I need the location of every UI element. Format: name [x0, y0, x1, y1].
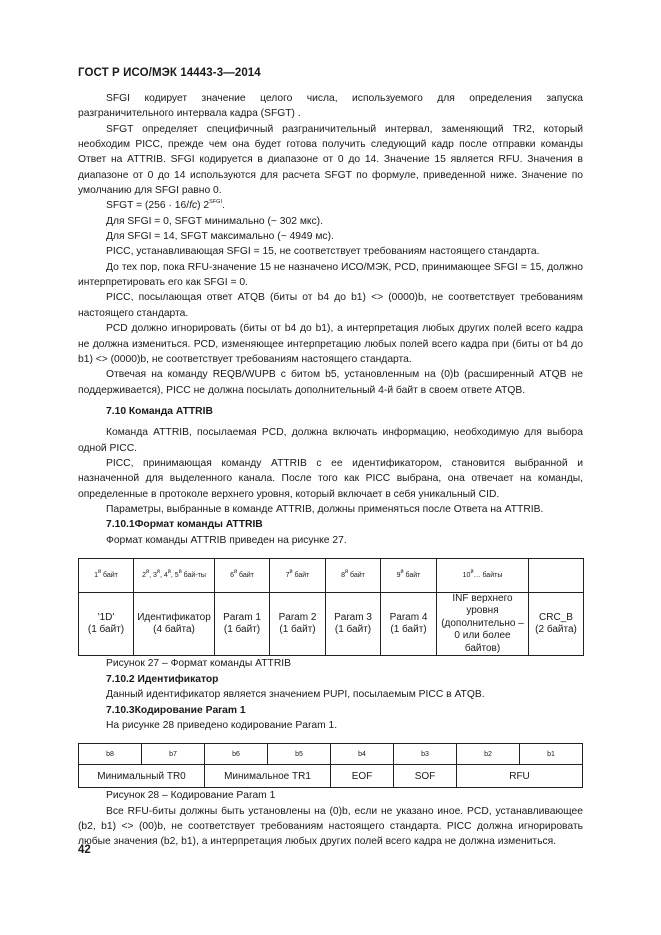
table-cell: Param 4 (1 байт)	[381, 592, 437, 656]
formula-sfgt: SFGT = (256 · 16/fc) $2^{SFGI}$.	[106, 198, 225, 212]
field-row	[79, 765, 583, 788]
param1-coding-table	[78, 743, 583, 788]
section-heading-7-10-1: 7.10.1Формат команды ATTRIB	[106, 519, 263, 531]
page-content	[78, 91, 583, 850]
paragraph-reqb: Отвечая на команду REQB/WUPB с битом b5, установленным на (0)b (расширенный ATQB не поддерживается), PICC не должна посылать дополнительный 4-й байт в своем ответе ATQB.	[78, 369, 583, 396]
table-header-cell: $10^й\dots$ байты	[437, 558, 529, 592]
paragraph-picc-sfgi15: PICC, устанавливающая SFGI = 15, не соответствует требованиям настоящего стандарта.	[106, 246, 540, 258]
table-cell: CRC_B (2 байта)	[529, 592, 584, 656]
table-header-cell: $9^й$ байт	[381, 558, 437, 592]
table-header-cell	[529, 558, 584, 592]
paragraph-rfu-15: До тех пор, пока RFU-значение 15 не назначено ИСО/МЭК, PCD, принимающее SFGI = 15, должно интерпретировать его как SFGI = 0.	[78, 261, 583, 289]
figure-caption-28: Рисунок 28 – Кодирование Param 1	[106, 790, 276, 802]
table-cell: Param 1 (1 байт)	[215, 592, 270, 656]
table-value-row	[79, 592, 584, 656]
table-header-row	[79, 558, 584, 592]
table-header-cell: $6^й$ байт	[215, 558, 270, 592]
paragraph-sfgi-min: Для SFGI = 0, SFGT минимально (~ 302 мкс).	[106, 215, 323, 227]
table-cell: INF верхнего уровня (дополнительно – 0 или более байтов)	[437, 592, 529, 656]
paragraph-attrib-1: Команда ATTRIB, посылаемая PCD, должна включать информацию, необходимую для выбора одной PICC.	[78, 427, 583, 454]
section-heading-7-10-3: 7.10.3Кодирование Param 1	[106, 704, 246, 716]
section-heading-7-10: 7.10 Команда ATTRIB	[106, 405, 213, 417]
paragraph-attrib-2: PICC, принимающая команду ATTRIB с ее идентификатором, становится выбранной и назначенной для выделенного канала. После того как PICC выбрана, она отвечает на команды, определенные в протоколе верхнего уровня, который включает в себя уникальный CID.	[78, 457, 583, 500]
field-cell: SOF	[394, 765, 457, 788]
paragraph-pcd-ignore: PCD должно игнорировать (биты от b4 до b1), а интерпретация любых других полей всего кадра не должна измениться. PCD, изменяющее интерпретацию любых полей всего кадра при (биты от b4 до b1) <> (0000)b, не соответствует требованиям настоящего стандарта.	[78, 323, 583, 365]
paragraph-rfu-bits: Все RFU-биты должны быть установлены на (0)b, если не указано иное. PCD, устанавливающее (b2, b1) <> (00)b, не соответствует требованиям настоящего стандарта. PICC должна игнорировать любые значения (b2, b1), а интерпретация любых других полей всего кадра не должна измениться.	[78, 805, 583, 848]
section-heading-7-10-2: 7.10.2 Идентификатор	[106, 673, 219, 685]
bit-cell: b8	[79, 744, 142, 765]
bit-cell: b5	[268, 744, 331, 765]
field-cell: RFU	[457, 765, 583, 788]
field-cell: Минимальное TR1	[205, 765, 331, 788]
bit-cell: b6	[205, 744, 268, 765]
bit-cell: b4	[331, 744, 394, 765]
page-number: 42	[78, 844, 91, 856]
paragraph-sfgt: SFGT определяет специфичный разграничительный интервал, заменяющий TR2, который необходим PICC, прежде чем она будет готова получить следующий кадр после отправки команды Ответ на ATTRIB. SFGI кодируется в диапазоне от 0 до 14. Значение 15 является RFU. Значения в диапазоне от 0 до 14 используются для расчета SFGT по формуле, приведенной ниже. Значение по умолчанию для SFGI равно 0.	[78, 123, 583, 197]
table-cell: Param 3 (1 байт)	[326, 592, 381, 656]
paragraph-figure27-ref: Формат команды ATTRIB приведен на рисунке 27.	[106, 534, 347, 546]
table-cell: '1D' (1 байт)	[79, 592, 134, 656]
bit-cell: b3	[394, 744, 457, 765]
attrib-format-table	[78, 558, 584, 657]
paragraph-sfgi-max: Для SFGI = 14, SFGT максимально (~ 4949 мс).	[106, 231, 334, 243]
table-header-cell: $8^й$ байт	[326, 558, 381, 592]
paragraph-sfgi: SFGI кодирует значение целого числа, используемого для определения запуска разграничительного интервала кадра (SFGT) .	[78, 93, 583, 120]
table-header-cell: $2^й$, $3^й$, $4^й$, $5^й$ бай-ты	[134, 558, 215, 592]
paragraph-figure28-ref: На рисунке 28 приведено кодирование Param 1.	[106, 719, 338, 731]
document-header: ГОСТ Р ИСО/МЭК 14443-3—2014	[78, 67, 261, 79]
field-cell: EOF	[331, 765, 394, 788]
field-cell: Минимальный TR0	[79, 765, 205, 788]
bit-cell: b7	[142, 744, 205, 765]
figure-caption-27: Рисунок 27 – Формат команды ATTRIB	[106, 658, 291, 670]
paragraph-attrib-3: Параметры, выбранные в команде ATTRIB, должны применяться после Ответа на ATTRIB.	[106, 503, 544, 515]
paragraph-identifier: Данный идентификатор является значением PUPI, посылаемым PICC в ATQB.	[106, 689, 485, 701]
bit-header-row	[79, 744, 583, 765]
bit-cell: b2	[457, 744, 520, 765]
table-header-cell: $1^й$ байт	[79, 558, 134, 592]
table-cell: Param 2 (1 байт)	[270, 592, 326, 656]
paragraph-atqb: PICC, посылающая ответ ATQB (биты от b4 до b1) <> (0000)b, не соответствует требованиям настоящего стандарта.	[78, 292, 583, 319]
table-header-cell: $7^й$ байт	[270, 558, 326, 592]
table-cell: Идентификатор (4 байта)	[134, 592, 215, 656]
bit-cell: b1	[520, 744, 583, 765]
